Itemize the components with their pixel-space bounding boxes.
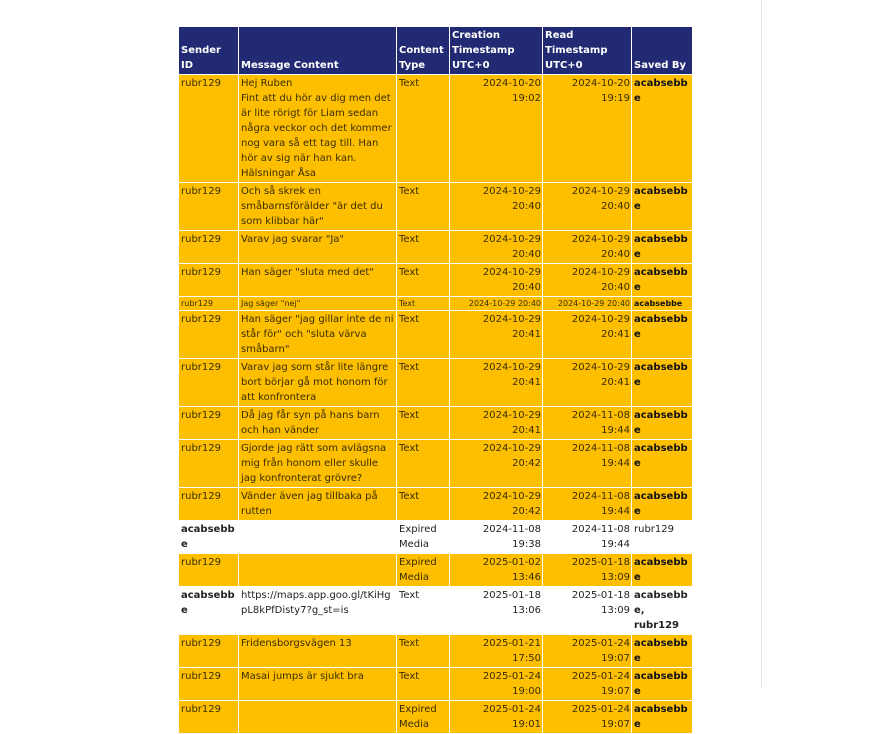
header-row	[179, 27, 693, 75]
table-row	[179, 587, 693, 635]
created-cell: 2025-01-24 19:01	[450, 701, 543, 734]
saved-by-cell: acabsebbe	[632, 440, 693, 488]
header-creation-timestamp: Creation Timestamp UTC+0	[450, 27, 543, 75]
created-cell: 2025-01-02 13:46	[450, 554, 543, 587]
saved-by-cell: acabsebbe	[632, 488, 693, 521]
created-cell: 2024-10-29 20:40	[450, 231, 543, 264]
read-cell: 2024-11-08 19:44	[543, 440, 632, 488]
message-cell: Masai jumps är sjukt bra	[239, 668, 397, 701]
message-cell	[239, 701, 397, 734]
table-row	[179, 359, 693, 407]
sender-cell: rubr129	[179, 297, 239, 311]
type-cell: Text	[397, 231, 450, 264]
sender-cell: rubr129	[179, 264, 239, 297]
message-cell: Han säger "jag gillar inte de ni står för" och "sluta värva småbarn"	[239, 311, 397, 359]
saved-by-cell: acabsebbe	[632, 701, 693, 734]
read-cell: 2024-11-08 19:44	[543, 407, 632, 440]
read-cell: 2025-01-24 19:07	[543, 635, 632, 668]
saved-by-cell: acabsebbe	[632, 264, 693, 297]
message-cell: Hej Ruben Fint att du hör av dig men det är lite rörigt för Liam sedan några veckor och det kommer nog vara så ett tag till. Han hör av sig när han kan. Hälsningar Åsa	[239, 75, 397, 183]
created-cell: 2024-10-29 20:40	[450, 297, 543, 311]
saved-by-cell: acabsebbe, rubr129	[632, 587, 693, 635]
sender-cell: rubr129	[179, 701, 239, 734]
created-cell: 2024-10-29 20:41	[450, 407, 543, 440]
sender-cell: rubr129	[179, 407, 239, 440]
created-cell: 2024-10-20 19:02	[450, 75, 543, 183]
sender-cell: rubr129	[179, 554, 239, 587]
sender-cell: rubr129	[179, 359, 239, 407]
read-cell: 2024-10-20 19:19	[543, 75, 632, 183]
message-cell: Varav jag svarar "Ja"	[239, 231, 397, 264]
type-cell: Text	[397, 311, 450, 359]
table-row	[179, 407, 693, 440]
type-cell: Text	[397, 635, 450, 668]
table-row	[179, 75, 693, 183]
type-cell: Text	[397, 359, 450, 407]
message-cell: Varav jag som står lite längre bort börjar gå mot honom för att konfrontera	[239, 359, 397, 407]
header-message-content: Message Content	[239, 27, 397, 75]
table-row	[179, 440, 693, 488]
read-cell: 2024-10-29 20:40	[543, 231, 632, 264]
created-cell: 2025-01-21 17:50	[450, 635, 543, 668]
message-cell: Fridensborgsvägen 13	[239, 635, 397, 668]
created-cell: 2024-10-29 20:42	[450, 440, 543, 488]
messages-table	[178, 26, 693, 734]
message-cell: Gjorde jag rätt som avlägsna mig från honom eller skulle jag konfronterat grövre?	[239, 440, 397, 488]
type-cell: Text	[397, 440, 450, 488]
message-cell: Då jag får syn på hans barn och han vänder	[239, 407, 397, 440]
table-row	[179, 231, 693, 264]
type-cell: Text	[397, 75, 450, 183]
table-row	[179, 488, 693, 521]
type-cell: Text	[397, 407, 450, 440]
message-cell: Jag säger "nej"	[239, 297, 397, 311]
saved-by-cell: acabsebbe	[632, 183, 693, 231]
saved-by-cell: acabsebbe	[632, 635, 693, 668]
page-edge-divider	[761, 0, 762, 687]
saved-by-cell: acabsebbe	[632, 311, 693, 359]
message-cell	[239, 521, 397, 554]
created-cell: 2025-01-18 13:06	[450, 587, 543, 635]
sender-cell: rubr129	[179, 231, 239, 264]
created-cell: 2024-10-29 20:42	[450, 488, 543, 521]
sender-cell: rubr129	[179, 75, 239, 183]
read-cell: 2024-10-29 20:40	[543, 183, 632, 231]
table-row	[179, 635, 693, 668]
read-cell: 2024-10-29 20:41	[543, 311, 632, 359]
created-cell: 2024-10-29 20:41	[450, 311, 543, 359]
saved-by-cell: acabsebbe	[632, 297, 693, 311]
table-row	[179, 668, 693, 701]
type-cell: Expired Media	[397, 521, 450, 554]
sender-cell: rubr129	[179, 311, 239, 359]
created-cell: 2025-01-24 19:00	[450, 668, 543, 701]
type-cell: Text	[397, 587, 450, 635]
message-cell: Han säger "sluta med det"	[239, 264, 397, 297]
saved-by-cell: rubr129	[632, 521, 693, 554]
read-cell: 2024-10-29 20:41	[543, 359, 632, 407]
message-cell	[239, 554, 397, 587]
created-cell: 2024-10-29 20:41	[450, 359, 543, 407]
created-cell: 2024-10-29 20:40	[450, 183, 543, 231]
header-sender-id: Sender ID	[179, 27, 239, 75]
sender-cell: rubr129	[179, 635, 239, 668]
type-cell: Expired Media	[397, 554, 450, 587]
read-cell: 2025-01-24 19:07	[543, 701, 632, 734]
read-cell: 2025-01-18 13:09	[543, 587, 632, 635]
saved-by-cell: acabsebbe	[632, 668, 693, 701]
message-cell: https://maps.app.goo.gl/tKiHgpL8kPfDisty7?g_st=is	[239, 587, 397, 635]
sender-cell: rubr129	[179, 183, 239, 231]
header-saved-by: Saved By	[632, 27, 693, 75]
saved-by-cell: acabsebbe	[632, 359, 693, 407]
table-row	[179, 183, 693, 231]
created-cell: 2024-11-08 19:38	[450, 521, 543, 554]
sender-cell: rubr129	[179, 488, 239, 521]
read-cell: 2025-01-24 19:07	[543, 668, 632, 701]
table-row	[179, 264, 693, 297]
type-cell: Expired Media	[397, 701, 450, 734]
message-cell: Vänder även jag tillbaka på rutten	[239, 488, 397, 521]
saved-by-cell: acabsebbe	[632, 231, 693, 264]
sender-cell: rubr129	[179, 440, 239, 488]
table-row	[179, 311, 693, 359]
table-row	[179, 554, 693, 587]
type-cell: Text	[397, 264, 450, 297]
header-content-type: Content Type	[397, 27, 450, 75]
message-cell: Och så skrek en småbarnsförälder "är det du som klibbar här"	[239, 183, 397, 231]
saved-by-cell: acabsebbe	[632, 407, 693, 440]
type-cell: Text	[397, 668, 450, 701]
saved-by-cell: acabsebbe	[632, 75, 693, 183]
header-read-timestamp: Read Timestamp UTC+0	[543, 27, 632, 75]
read-cell: 2025-01-18 13:09	[543, 554, 632, 587]
read-cell: 2024-11-08 19:44	[543, 488, 632, 521]
read-cell: 2024-10-29 20:40	[543, 297, 632, 311]
read-cell: 2024-11-08 19:44	[543, 521, 632, 554]
table-row	[179, 701, 693, 734]
table-row	[179, 521, 693, 554]
read-cell: 2024-10-29 20:40	[543, 264, 632, 297]
type-cell: Text	[397, 297, 450, 311]
table-row	[179, 297, 693, 311]
created-cell: 2024-10-29 20:40	[450, 264, 543, 297]
sender-cell: rubr129	[179, 668, 239, 701]
type-cell: Text	[397, 488, 450, 521]
type-cell: Text	[397, 183, 450, 231]
sender-cell: acabsebbe	[179, 521, 239, 554]
saved-by-cell: acabsebbe	[632, 554, 693, 587]
sender-cell: acabsebbe	[179, 587, 239, 635]
